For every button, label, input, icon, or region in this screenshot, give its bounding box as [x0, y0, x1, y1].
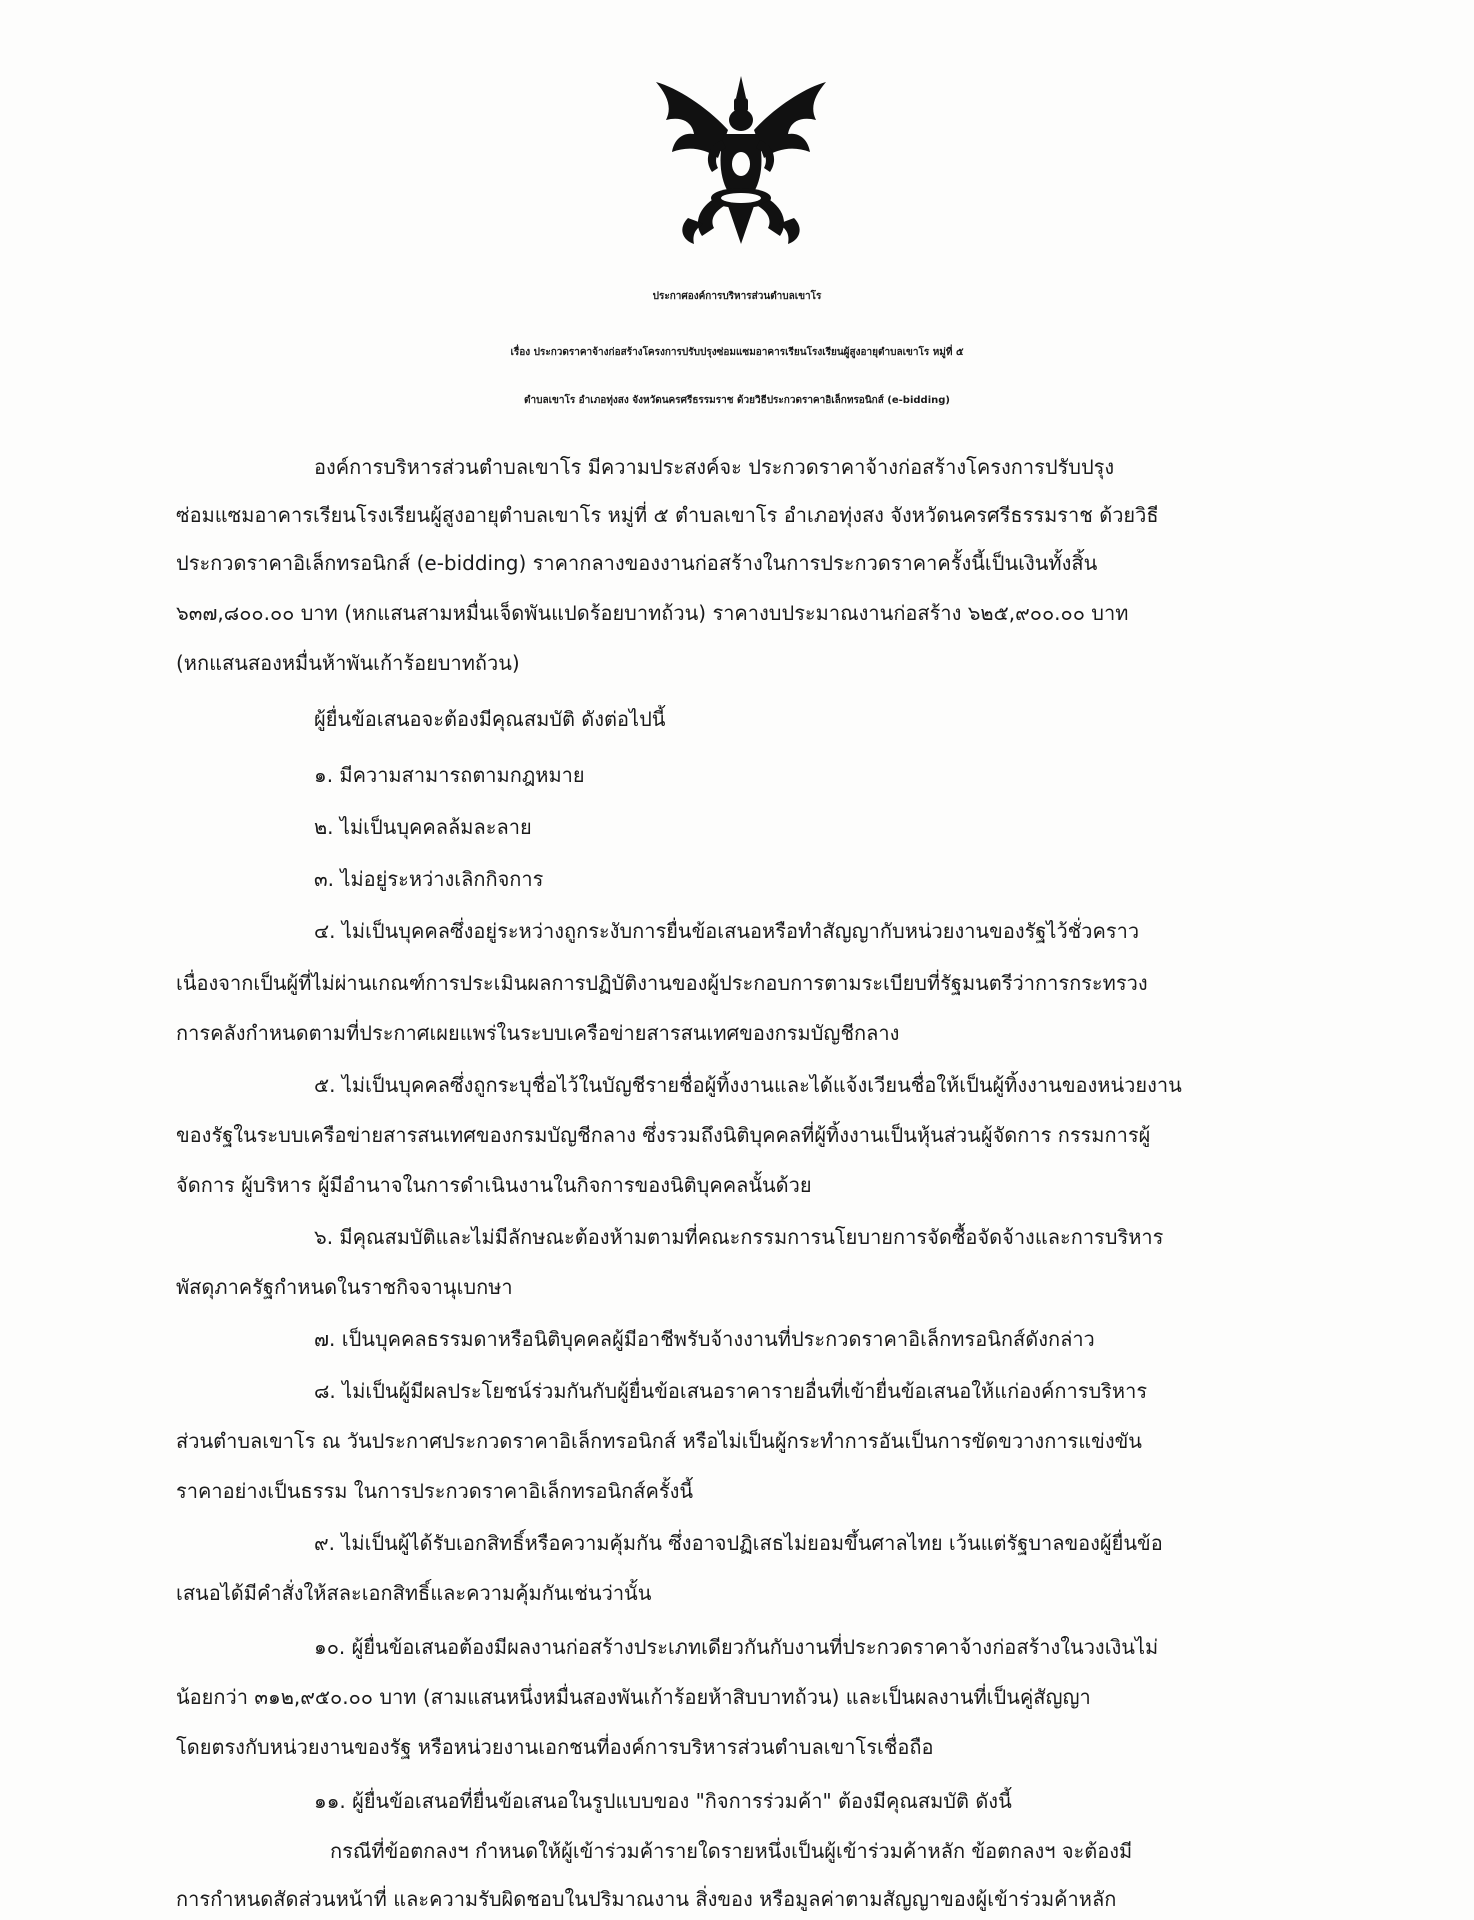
- qualification-item: ๗. เป็นบุคคลธรรมดาหรือนิติบุคคลผู้มีอาชีพรับจ้างงานที่ประกวดราคาอิเล็กทรอนิกส์ดังกล่าว: [314, 1327, 1095, 1351]
- body-paragraph-line: ประกวดราคาอิเล็กทรอนิกส์ (e-bidding) ราคากลางของงานก่อสร้างในการประกวดราคาครั้งนี้เป็นเงินทั้งสิ้น: [176, 551, 1098, 575]
- body-paragraph-line: องค์การบริหารส่วนตำบลเขาโร มีความประสงค์จะ ประกวดราคาจ้างก่อสร้างโครงการปรับปรุง: [314, 455, 1115, 479]
- qualification-item: ๑๑. ผู้ยื่นข้อเสนอที่ยื่นข้อเสนอในรูปแบบของ "กิจการร่วมค้า" ต้องมีคุณสมบัติ ดังนี้: [314, 1789, 1012, 1813]
- announcement-subject-line-1: เรื่อง ประกวดราคาจ้างก่อสร้างโครงการปรับปรุงซ่อมแซมอาคารเรียนโรงเรียนผู้สูงอายุตำบลเขาโร หมู่ที่ ๕: [510, 347, 964, 358]
- qualification-item-continuation: เสนอได้มีคำสั่งให้สละเอกสิทธิ์และความคุ้มกันเช่นว่านั้น: [176, 1581, 652, 1605]
- body-paragraph-line: ซ่อมแซมอาคารเรียนโรงเรียนผู้สูงอายุตำบลเขาโร หมู่ที่ ๕ ตำบลเขาโร อำเภอทุ่งสง จังหวัดนครศรีธรรมราช ด้วยวิธี: [176, 503, 1159, 527]
- qualification-item-continuation: ส่วนตำบลเขาโร ณ วันประกาศประกวดราคาอิเล็กทรอนิกส์ หรือไม่เป็นผู้กระทำการอันเป็นการขัดขวางการแข่งขัน: [176, 1429, 1142, 1453]
- qualification-item: ๑. มีความสามารถตามกฎหมาย: [314, 763, 585, 787]
- body-paragraph-line: (หกแสนสองหมื่นห้าพันเก้าร้อยบาทถ้วน): [176, 651, 520, 675]
- qualification-item: ๑๐. ผู้ยื่นข้อเสนอต้องมีผลงานก่อสร้างประเภทเดียวกันกับงานที่ประกวดราคาจ้างก่อสร้างในวงเงินไม่: [314, 1635, 1159, 1659]
- garuda-emblem-icon: [648, 68, 834, 248]
- qualification-item-continuation: จัดการ ผู้บริหาร ผู้มีอำนาจในการดำเนินงานในกิจการของนิติบุคคลนั้นด้วย: [176, 1173, 812, 1197]
- qualification-item: ๓. ไม่อยู่ระหว่างเลิกกิจการ: [314, 867, 544, 891]
- qualification-item-continuation: เนื่องจากเป็นผู้ที่ไม่ผ่านเกณฑ์การประเมินผลการปฏิบัติงานของผู้ประกอบการตามระเบียบที่รัฐมนตรีว่าการกระทรวง: [176, 971, 1148, 995]
- announcement-title: ประกาศองค์การบริหารส่วนตำบลเขาโร: [652, 291, 822, 302]
- body-paragraph-line: ๖๓๗,๘๐๐.๐๐ บาท (หกแสนสามหมื่นเจ็ดพันแปดร้อยบาทถ้วน) ราคางบประมาณงานก่อสร้าง ๖๒๕,๙๐๐.๐๐ บาท: [176, 601, 1129, 625]
- qualification-intro: ผู้ยื่นข้อเสนอจะต้องมีคุณสมบัติ ดังต่อไปนี้: [314, 707, 666, 731]
- qualification-item: ๘. ไม่เป็นผู้มีผลประโยชน์ร่วมกันกับผู้ยื่นข้อเสนอราคารายอื่นที่เข้ายื่นข้อเสนอให้แก่องค์การบริหาร: [314, 1379, 1148, 1403]
- qualification-item-continuation: ของรัฐในระบบเครือข่ายสารสนเทศของกรมบัญชีกลาง ซึ่งรวมถึงนิติบุคคลที่ผู้ทิ้งงานเป็นหุ้นส่วนผู้จัดการ กรรมการผู้: [176, 1123, 1151, 1147]
- qualification-subparagraph: กรณีที่ข้อตกลงฯ กำหนดให้ผู้เข้าร่วมค้ารายใดรายหนึ่งเป็นผู้เข้าร่วมค้าหลัก ข้อตกลงฯ จะต้องมี: [330, 1839, 1133, 1863]
- qualification-item: ๖. มีคุณสมบัติและไม่มีลักษณะต้องห้ามตามที่คณะกรรมการนโยบายการจัดซื้อจัดจ้างและการบริหาร: [314, 1225, 1164, 1249]
- qualification-subparagraph-continuation: การกำหนดสัดส่วนหน้าที่ และความรับผิดชอบในปริมาณงาน สิ่งของ หรือมูลค่าตามสัญญาของผู้เข้าร่วมค้าหลัก: [176, 1887, 1117, 1911]
- qualification-item-continuation: พัสดุภาครัฐกำหนดในราชกิจจานุเบกษา: [176, 1275, 513, 1299]
- qualification-item: ๙. ไม่เป็นผู้ได้รับเอกสิทธิ์หรือความคุ้มกัน ซึ่งอาจปฏิเสธไม่ยอมขึ้นศาลไทย เว้นแต่รัฐบาลของผู้ยื่นข้อ: [314, 1531, 1163, 1555]
- announcement-subject-line-2: ตำบลเขาโร อำเภอทุ่งสง จังหวัดนครศรีธรรมราช ด้วยวิธีประกวดราคาอิเล็กทรอนิกส์ (e-bidding): [524, 395, 950, 406]
- qualification-item: ๒. ไม่เป็นบุคคลล้มละลาย: [314, 815, 532, 839]
- qualification-item: ๕. ไม่เป็นบุคคลซึ่งถูกระบุชื่อไว้ในบัญชีรายชื่อผู้ทิ้งงานและได้แจ้งเวียนชื่อให้เป็นผู้ทิ้งงานของหน่วยงาน: [314, 1073, 1182, 1097]
- qualification-item-continuation: การคลังกำหนดตามที่ประกาศเผยแพร่ในระบบเครือข่ายสารสนเทศของกรมบัญชีกลาง: [176, 1021, 900, 1045]
- qualification-item-continuation: โดยตรงกับหน่วยงานของรัฐ หรือหน่วยงานเอกชนที่องค์การบริหารส่วนตำบลเขาโรเชื่อถือ: [176, 1735, 934, 1759]
- qualification-item: ๔. ไม่เป็นบุคคลซึ่งอยู่ระหว่างถูกระงับการยื่นข้อเสนอหรือทำสัญญากับหน่วยงานของรัฐไว้ชั่วคราว: [314, 919, 1140, 943]
- qualification-item-continuation: ราคาอย่างเป็นธรรม ในการประกวดราคาอิเล็กทรอนิกส์ครั้งนี้: [176, 1479, 694, 1503]
- qualification-item-continuation: น้อยกว่า ๓๑๒,๙๕๐.๐๐ บาท (สามแสนหนึ่งหมื่นสองพันเก้าร้อยห้าสิบบาทถ้วน) และเป็นผลงานที่เป็นคู่สัญญา: [176, 1685, 1091, 1709]
